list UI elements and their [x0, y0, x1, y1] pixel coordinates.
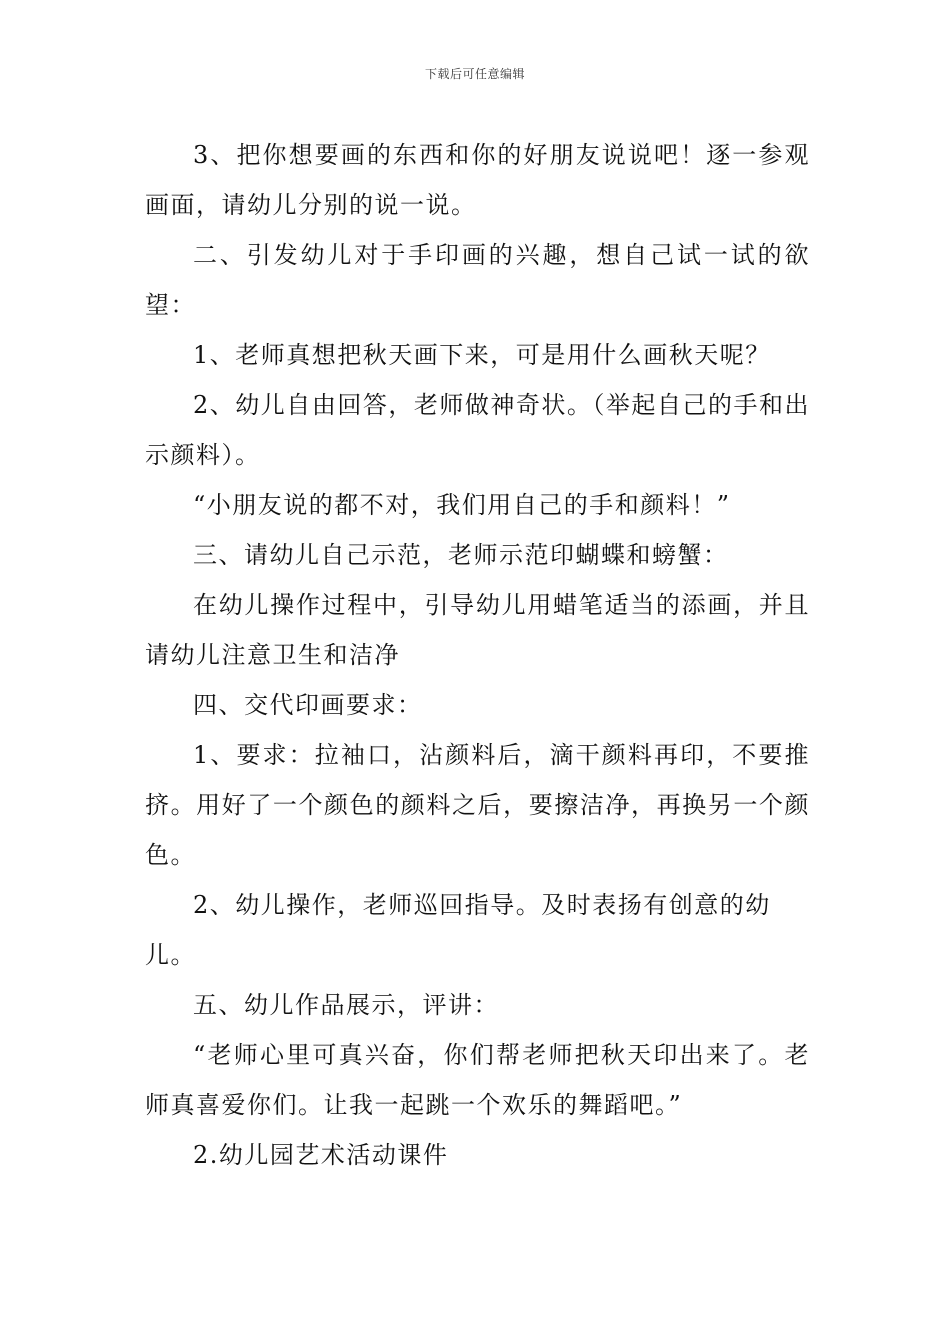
paragraph: “老师心里可真兴奋，你们帮老师把秋天印出来了。老师真喜爱你们。让我一起跳一个欢乐的舞蹈吧。”: [145, 1041, 810, 1119]
paragraph: 三、请幼儿自己示范，老师示范印蝴蝶和螃蟹：: [193, 541, 729, 569]
paragraph: “小朋友说的都不对，我们用自己的手和颜料！”: [193, 491, 731, 519]
paragraph: 五、幼儿作品展示，评讲：: [193, 991, 499, 1019]
section-title: 2.幼儿园艺术活动课件: [193, 1141, 449, 1169]
paragraph: 1、要求：拉袖口，沾颜料后，滴干颜料再印，不要推挤。用好了一个颜色的颜料之后，要擦洁净，再换另一个颜色。: [145, 741, 810, 869]
paragraph: 在幼儿操作过程中，引导幼儿用蜡笔适当的添画，并且请幼儿注意卫生和洁净: [145, 591, 810, 669]
page-header: 下载后可任意编辑: [424, 67, 525, 81]
paragraph: 2、幼儿自由回答，老师做神奇状。（举起自己的手和出示颜料）。: [145, 391, 810, 469]
paragraph: 四、交代印画要求：: [193, 691, 423, 719]
paragraph: 2、幼儿操作，老师巡回指导。及时表扬有创意的幼儿。: [145, 891, 771, 969]
document-body: [145, 130, 810, 1180]
paragraph: 二、引发幼儿对于手印画的兴趣，想自己试一试的欲望：: [145, 241, 810, 319]
paragraph: 1、老师真想把秋天画下来，可是用什么画秋天呢？: [193, 341, 771, 369]
paragraph: 3、把你想要画的东西和你的好朋友说说吧！逐一参观画面，请幼儿分别的说一说。: [145, 141, 810, 219]
